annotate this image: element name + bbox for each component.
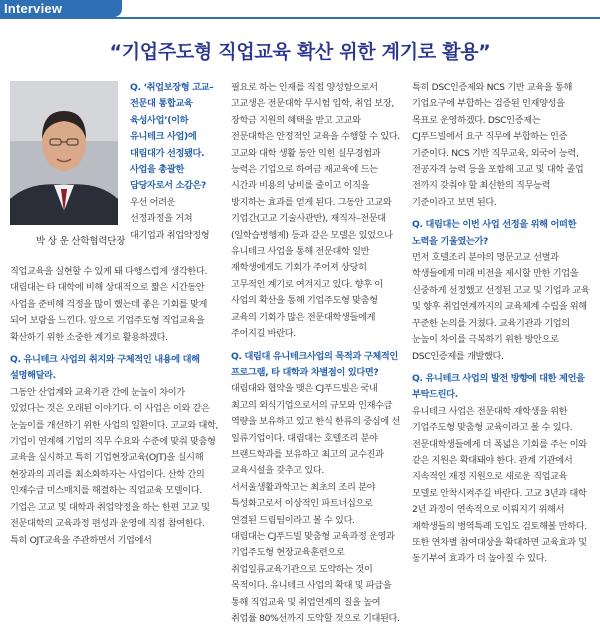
column-1-top bbox=[130, 80, 220, 241]
answer-1-rest: 직업교육을 실현할 수 있게 돼 다행스럽게 생각한다. 대림대는 타 대학에 비해 상대적으로 짧은 시간동안 사업을 준비해 걱정을 많이 했는데 좋은 기회를 맞게 되어 보람을 느낀다. 앞으로 기업주도형 직업교육을 확산하기 위한 소중한 계기로 활용하겠다. bbox=[10, 266, 208, 343]
section-tab bbox=[0, 0, 122, 17]
headline: “기업주도형 직업교육 확산 위한 계기로 활용” bbox=[109, 41, 491, 63]
answer-2: 그동안 산업계와 교육기관 간에 눈높이 차이가 있었다는 것은 오래된 이야기다. 이 사업은 이와 같은 눈높이를 개선하기 위한 사업의 일환이다. 고교와 대학, 기업이 연계해 기업의 직무 수요와 수준에 맞춰 맞춤형 교육을 실시하고 특히 기업현장교육(OJT)을 실시해 현장과의 괴리를 최소화하자는 사업이다. 산학 간의 인재수급 미스매치를 해결하는 직업교육 모델이다. 기업은 고교 및 대학과 취업약정을 하는 한편 고교 및 전문대학의 교육과정 편성과 운영에 직접 참여한다. 특히 OJT교육을 주관하면서 기업에서 bbox=[10, 386, 219, 546]
question-5: Q. 유니테크 사업의 발전 방향에 대한 제언을 부탁드린다. bbox=[412, 372, 585, 401]
answer-3: 대림대와 협약을 맺은 CJ푸드빌은 국내 최고의 외식기업으로서의 규모와 인재수급 역량을 보유하고 있고 한식 한류의 중심에 선 일류기업이다. 대림대는 호텔조리 분야 브랜드학과를 보유하고 최고의 교수진과 교육시설을 갖추고 있다. 서서울생활과학고는 최초의 조리 분야 특성화고로서 이상적인 파트너십으로 연결된 드림팀이라고 볼 수 있다. bbox=[231, 383, 400, 526]
column-2 bbox=[231, 80, 400, 624]
question-2: Q. 유니테크 사업의 취지와 구체적인 내용에 대해 설명해달라. bbox=[10, 354, 200, 382]
section-label: Interview bbox=[4, 1, 63, 16]
photo-caption: 박 상 운 산학협력단장 bbox=[36, 236, 126, 247]
question-1: Q. ‘취업보장형 고교–전문대 통합교육 육성사업’(이하 유니테크 사업)에 대림대가 선정됐다. 사업을 총괄한 담당자로서 소감은? bbox=[130, 82, 214, 192]
answer-4: 먼저 호텔조리 분야의 명문고교 선별과 학생들에게 미래 비전을 제시할 만한 기업을 신중하게 선정했고 선정된 고교 및 기업과 교육 및 향후 취업연계까지의 교육체계 수립을 위해 꾸준한 논의를 거쳤다. 교육기관과 기업의 눈높이 차이를 극복하기 위한 방안으로 DSC인증제를 개발했다. bbox=[412, 252, 590, 362]
answer-5: 유니테크 사업은 전문대학 재학생을 위한 기업주도형 맞춤형 교육이라고 볼 수 있다. 전문대학생들에게 더 폭넓은 기회를 주는 이와 같은 지원은 확대돼야 한다. 관계 기관에서 지속적인 재정 지원으로 새로운 직업교육 모델로 안착시켜주길 바란다. 고교 3년과 대학 2년 과정이 연속적으로 이뤄지기 위해서 재학생들의 병역특례 도입도 검토해볼 만하다. 또한 연차별 참여대상을 확대하면 교육효과 및 동기부여 효과가 더 높아질 수 있다. bbox=[412, 405, 587, 565]
question-3: Q. 대림대 유니테크사업의 목적과 구체적인 프로그램, 타 대학과 차별점이 있다면? bbox=[231, 350, 398, 378]
column-1-bottom bbox=[10, 264, 220, 564]
answer-3-b: 대림대는 CJ푸드빌 맞춤형 교육과정 운영과 기업주도형 현장교육훈련으로 취업일류교육기관으로 도약하는 것이 목적이다. 유니테크 사업의 확대 및 파급을 통해 직업교육 및 취업연계의 질을 높여 취업률 80%선까지 도약할 것으로 기대된다. bbox=[231, 530, 400, 624]
answer-2-continued: 필요로 하는 인재를 직접 양성함으로서 고교생은 전문대학 무시험 입학, 취업 보장, 장학금 지원의 혜택을 받고 고교와 전문대학은 안정적인 교육을 수행할 수 있다. 고교와 대학 생활 동안 익힌 실무경험과 능력은 기업으로 하여금 재교육에 드는 시간과 비용의 낭비를 줄이고 이직을 방지하는 효과를 얻게 된다. 그동안 고교와 기업간(고교 기술사관반), 재직자–전문대(일학습병행제) 등과 같은 모델은 있었으나 유니테크 사업을 통해 전문대학 일반 재학생에게도 기회가 주어져 상당히 고무적인 계기로 여겨지고 있다. 향후 이 사업의 확산을 통해 기업주도형 맞춤형 교육의 기회가 많은 전문대학생들에게 주어지길 바란다. bbox=[231, 82, 400, 340]
portrait-illustration bbox=[10, 81, 118, 225]
portrait-photo bbox=[10, 81, 118, 225]
column-3 bbox=[412, 80, 591, 564]
answer-1-head: 우선 어려운 선정과정을 거쳐 대기업과 취업약정형 bbox=[130, 196, 210, 241]
answer-3-continued: 특히 DSC인증제와 NCS 기반 교육을 통해 기업요구에 부합하는 검증된 인재양성을 목표로 운영하겠다. DSC인증제는 CJ푸드빌에서 요구 직무에 부합하는 인증 기준이다. NCS 기반 직무교육, 외국어 능력, 전공자격 능력 등을 포함해 고교 및 대학 졸업 전까지 갖춰야 할 최신한의 직무능력 기준이라고 보면 된다. bbox=[412, 82, 584, 208]
question-4: Q. 대림대는 이번 사업 선정을 위해 어떠한 노력을 기울였는가? bbox=[412, 219, 577, 247]
header-rule bbox=[0, 17, 600, 19]
